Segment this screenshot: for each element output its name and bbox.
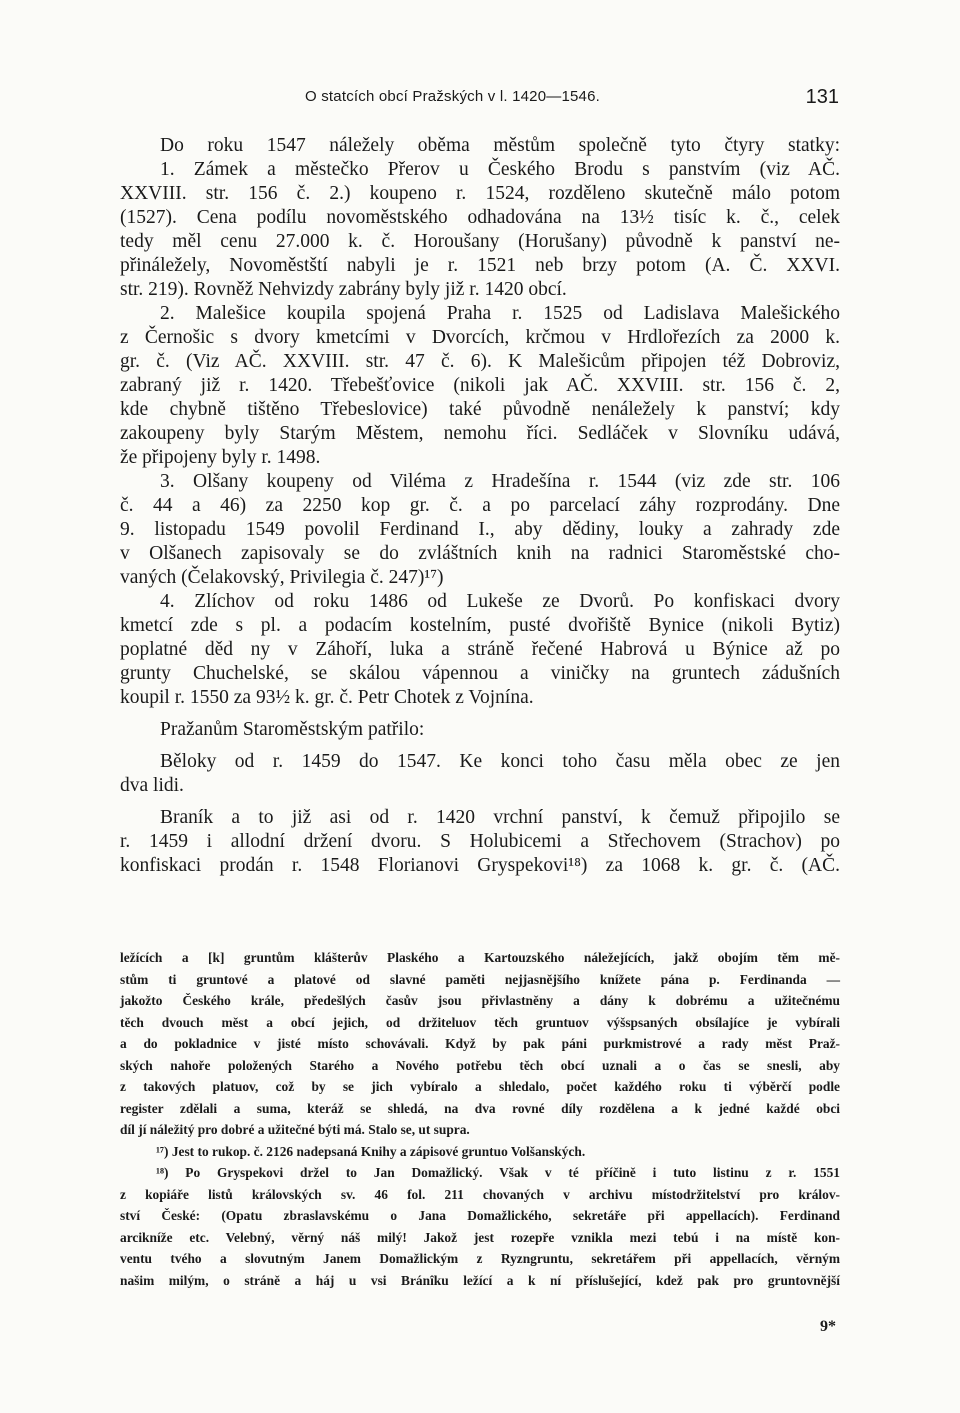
text-line: (1527). Cena podílu novoměstského odhadována na 13½ tisíc k. č., celek (120, 207, 840, 228)
text-line: grunty Chuchelské, se skálou vápennou a viničky na gruntech zádušních (120, 663, 840, 684)
footnotes (120, 947, 840, 1291)
footnote-line: z takových platuov, což by se jich vybíralo a shledalo, počet každého roku ti výběrčí podle (120, 1079, 840, 1094)
text-line: str. 219). Rovněž Nehvizdy zabrány byly již r. 1420 obcí. (120, 279, 567, 300)
footnote-line: a do pokladnice v jisté místo schovávali. Když by pak páni purkmistrové a rady měst Praž- (120, 1036, 840, 1051)
text-line: koupil r. 1550 za 93½ k. gr. č. Petr Chotek z Vojnína. (120, 687, 534, 708)
text-line: 3. Olšany koupeny od Viléma z Hradešína r. 1544 (viz zde str. 106 (160, 471, 840, 492)
text-line: poplatné děd ny v Záhoří, luka a stráně řečené Habrová u Býnice až po (120, 639, 840, 660)
text-line: zabraný již r. 1420. Třebešťovice (nikoli jak AČ. XXVIII. str. 156 č. 2, (120, 375, 840, 396)
text-line: Braník a to již asi od r. 1420 vrchní panství, k čemuž připojilo se (160, 807, 840, 828)
text-line: dva lidi. (120, 775, 184, 796)
text-line: č. 44 a 46) za 2250 kop gr. č. a po parcelací záhy rozprodány. Dne (120, 495, 840, 516)
footnote-line: z kopiáře listů královských sv. 46 fol. 211 chovaných v archivu místodržitelství pro králov- (120, 1186, 840, 1202)
running-head: O statcích obcí Pražských v l. 1420—1546. (305, 88, 601, 105)
text-line: konfiskaci prodán r. 1548 Florianovi Gryspekovi¹⁸) za 1068 k. gr. č. (AČ. (120, 855, 840, 876)
text-line: 2. Malešice koupila spojená Praha r. 1525 od Ladislava Malešického (160, 303, 840, 324)
text-line: 9. listopadu 1549 povolil Ferdinand I., aby dědiny, louky a zahrady zde (120, 519, 840, 540)
text-line: zakoupeny byly Starým Městem, nemohu říci. Sedláček v Slovníku udává, (120, 423, 840, 444)
footnote-line: ¹⁸) Po Gryspekovi držel to Jan Domažlický. Však v té příčině i tuto listinu z r. 1551 (156, 1165, 840, 1180)
footnote-line: stům ti gruntové a platové od slavné paměti nejjasnějšího knížete pána p. Ferdinanda — (120, 971, 840, 987)
footnote-line: ¹⁷) Jest to rukop. č. 2126 nadepsaná Knihy a zápisové gruntuo Volšanských. (156, 1143, 586, 1159)
text-line: z Černošic s dvory kmetcími v Dvorcích, krčmou v Hrdlořezích za 2000 k. (120, 327, 840, 348)
text-line: kmetcí zde s pl. a podacím kostelním, pusté dvořiště Bynice (nikoli Bytiz) (120, 615, 840, 636)
text-line: r. 1459 i allodní držení dvoru. S Holubicemi a Střechovem (Strachov) po (120, 831, 840, 852)
footnote-line: ventu tvého a slovutným Janem Domažlickým z Ryzngruntu, sekretářem při appellacích, věrným (120, 1251, 840, 1266)
text-line: přináležely, Novoměstští nabyli je r. 1521 neb brzy potom (A. Č. XXVI. (120, 255, 840, 276)
footnote-line: ství České: (Opatu zbraslavskému o Jana Domažlického, sekretáře při appellacích). Ferdinand (120, 1208, 840, 1223)
text-line: Do roku 1547 náležely oběma městům společně tyto čtyry statky: (160, 135, 840, 156)
sheet-signature: 9* (820, 1318, 836, 1335)
footnote-line: ležících a [k] gruntům klášterův Plaského a Kartouzského náležejících, jakž obojím těm mě- (120, 950, 840, 965)
text-line: že připojeny byly r. 1498. (120, 447, 321, 468)
footnote-line: register zdělali a suma, kteráž se shledá, na dva rovné díly rozdělena a k jedné každé obci (120, 1100, 840, 1116)
text-line: vaných (Čelakovský, Privilegia č. 247)¹⁷) (120, 567, 444, 588)
page-number: 131 (805, 86, 839, 108)
text-line: 4. Zlíchov od roku 1486 od Lukeše ze Dvorů. Po konfiskaci dvory (160, 591, 840, 612)
footnote-line: ských nahoře položených Starého a Nového potřebu těch obcí uznali a o čas se snesli, aby (120, 1057, 840, 1073)
footnote-line: těch dvouch měst a obcí jejich, od držiteluov těch gruntuov výšspsaných obsílajíce je vybírali (120, 1014, 840, 1030)
text-line: kde chybně tištěno Třebeslovice) také původně nenáležely k panství; kdy (120, 399, 840, 420)
page-header (305, 88, 839, 118)
main-text (120, 134, 840, 878)
text-line: Pražanům Staroměstským patřilo: (160, 719, 425, 740)
text-line: XXVIII. str. 156 č. 2.) koupeno r. 1524, rozděleno skutečně málo potom (120, 183, 840, 204)
text-line: tedy měl cenu 27.000 k. č. Horoušany (Horušany) původně k panství ne- (120, 231, 840, 252)
footnote-line: díl jí náležitý pro dobré a užitečné býti má. Stalo se, ut supra. (120, 1122, 470, 1137)
footnote-line: jakožto Českého krále, předešlých časův jsou přivlastněny a dány k dobrému a užitečnému (120, 993, 840, 1008)
footnote-line: arcikníže etc. Velebný, věrný náš milý! Jakož jest rozepře vznikla mezi tebú i na místě kon- (120, 1229, 840, 1245)
text-line: v Olšanech zapisovaly se do zvláštních knih na radnici Staroměstské cho- (120, 543, 840, 564)
footnote-line: našim milým, o stráně a háj u vsi Bránîku ležící a k ní příslušející, kdež pak pro gruntovnější (120, 1272, 840, 1288)
text-line: gr. č. (Viz AČ. XXVIII. str. 47 č. 6). K Malešicům připojen též Dobroviz, (120, 351, 840, 372)
text-line: 1. Zámek a městečko Přerov u Českého Brodu s panstvím (viz AČ. (160, 159, 840, 180)
text-line: Běloky od r. 1459 do 1547. Ke konci toho času měla obec ze jen (160, 751, 840, 772)
